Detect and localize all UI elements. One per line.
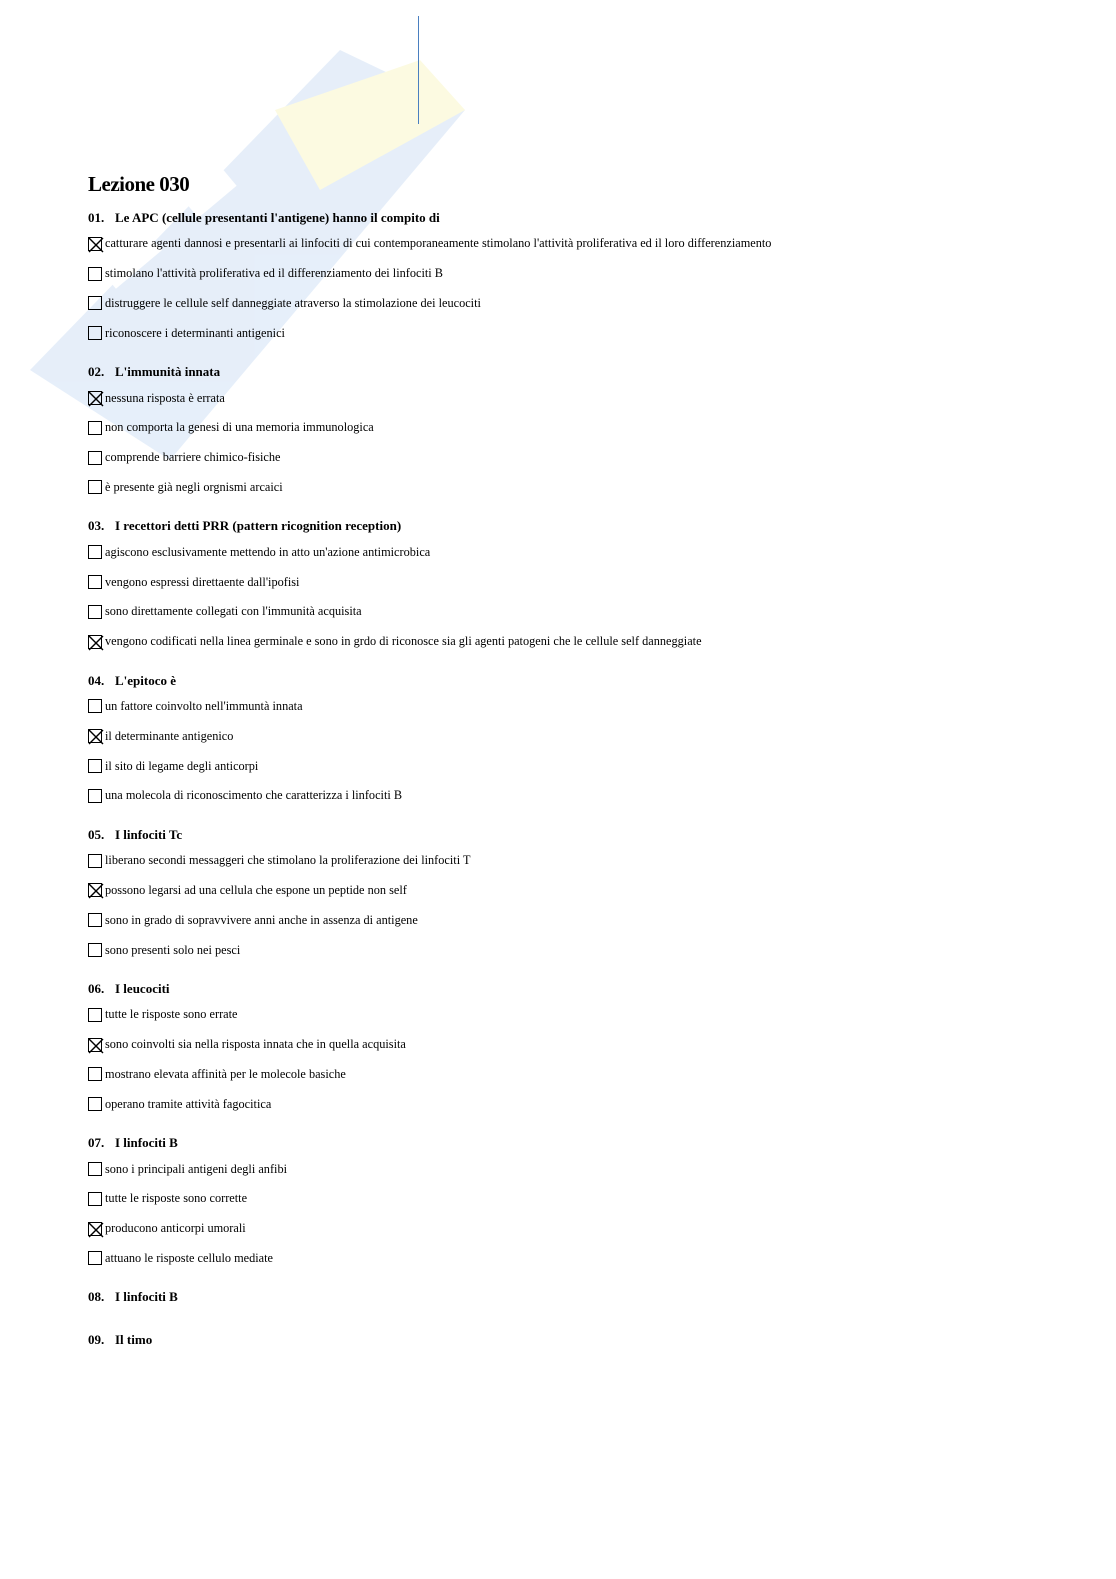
question-text: I linfociti B	[115, 1135, 178, 1151]
question-title	[88, 670, 1048, 692]
checkbox[interactable]	[88, 1162, 102, 1176]
option-text: il sito di legame degli anticorpi	[105, 758, 259, 773]
x-mark-icon	[88, 237, 104, 253]
question-text: L'immunità innata	[115, 364, 221, 380]
checkbox[interactable]	[88, 575, 102, 589]
option-text: liberano secondi messaggeri che stimolano la proliferazione dei linfociti T	[105, 853, 471, 868]
question-number: 03.	[88, 518, 105, 534]
option-text: non comporta la genesi di una memoria immunologica	[105, 420, 374, 435]
lesson-title: Lezione 030	[88, 172, 190, 196]
option-text: il determinante antigenico	[105, 728, 234, 743]
option-text: vengono codificati nella linea germinale e sono in grdo di riconosce sia gli agenti patogeni che le cellule self danneggiate	[105, 634, 702, 649]
checked-checkbox[interactable]	[88, 729, 102, 743]
option-text: producono anticorpi umorali	[105, 1221, 246, 1236]
question-number: 08.	[88, 1289, 105, 1305]
option-text: catturare agenti dannosi e presentarli ai linfociti di cui contemporaneamente stimolano l'attività proliferativa ed il loro differenziamento	[105, 236, 772, 251]
question-block	[88, 207, 1048, 348]
checkbox[interactable]	[88, 1192, 102, 1206]
answer-option[interactable]	[88, 567, 1048, 597]
answer-option[interactable]	[88, 876, 1048, 906]
option-text: agiscono esclusivamente mettendo in atto un'azione antimicrobica	[105, 544, 431, 559]
answer-option[interactable]	[88, 721, 1048, 751]
checkbox[interactable]	[88, 854, 102, 868]
checked-checkbox[interactable]	[88, 237, 102, 251]
checked-checkbox[interactable]	[88, 1222, 102, 1236]
checkbox[interactable]	[88, 326, 102, 340]
option-text: vengono espressi direttaente dall'ipofisi	[105, 574, 300, 589]
answer-option[interactable]	[88, 383, 1048, 413]
option-text: distruggere le cellule self danneggiate atraverso la stimolazione dei leucociti	[105, 295, 481, 310]
answer-option[interactable]	[88, 1214, 1048, 1244]
option-text: sono i principali antigeni degli anfibi	[105, 1161, 288, 1176]
option-text: tutte le risposte sono errate	[105, 1007, 238, 1022]
question-title	[88, 978, 1048, 1000]
x-mark-icon	[88, 1038, 104, 1054]
answer-option[interactable]	[88, 1089, 1048, 1119]
x-mark-icon	[88, 883, 104, 899]
question-block	[88, 1329, 1048, 1351]
checked-checkbox[interactable]	[88, 1038, 102, 1052]
x-mark-icon	[88, 391, 104, 407]
checkbox[interactable]	[88, 1008, 102, 1022]
question-title	[88, 1132, 1048, 1154]
question-number: 07.	[88, 1135, 105, 1151]
answer-option[interactable]	[88, 781, 1048, 811]
option-text: attuano le risposte cellulo mediate	[105, 1250, 274, 1265]
question-text: I linfociti Tc	[115, 826, 183, 842]
option-text: sono presenti solo nei pesci	[105, 942, 241, 957]
x-mark-icon	[88, 1222, 104, 1238]
checkbox[interactable]	[88, 759, 102, 773]
checked-checkbox[interactable]	[88, 391, 102, 405]
question-number: 02.	[88, 364, 105, 380]
question-text: Le APC (cellule presentanti l'antigene) hanno il compito di	[115, 210, 440, 225]
question-text: I recettori detti PRR (pattern ricognition reception)	[115, 518, 402, 534]
question-title	[88, 1329, 1048, 1351]
answer-option[interactable]	[88, 443, 1048, 473]
question-title	[88, 515, 1048, 537]
question-text: I leucociti	[115, 980, 170, 996]
answer-option[interactable]	[88, 627, 1048, 657]
option-text: possono legarsi ad una cellula che espone un peptide non self	[105, 882, 407, 897]
question-block	[88, 515, 1048, 656]
answer-option[interactable]	[88, 289, 1048, 319]
answer-option[interactable]	[88, 1184, 1048, 1214]
question-text: I linfociti B	[115, 1289, 178, 1305]
answer-option[interactable]	[88, 846, 1048, 876]
option-text: sono coinvolti sia nella risposta innata che in quella acquisita	[105, 1037, 406, 1052]
checkbox[interactable]	[88, 605, 102, 619]
option-text: un fattore coinvolto nell'immuntà innata	[105, 698, 303, 713]
option-text: tutte le risposte sono corrette	[105, 1191, 248, 1206]
question-block	[88, 670, 1048, 811]
option-text: sono direttamente collegati con l'immunità acquisita	[105, 604, 362, 619]
option-text: operano tramite attività fagocitica	[105, 1096, 272, 1111]
option-text: stimolano l'attività proliferativa ed il differenziamento dei linfociti B	[105, 266, 444, 281]
answer-option[interactable]	[88, 597, 1048, 627]
answer-option[interactable]	[88, 473, 1048, 503]
question-title	[88, 207, 1048, 229]
answer-option[interactable]	[88, 1030, 1048, 1060]
checkbox[interactable]	[88, 1067, 102, 1081]
option-text: comprende barriere chimico-fisiche	[105, 450, 281, 465]
answer-option[interactable]	[88, 318, 1048, 348]
question-title	[88, 1286, 1048, 1308]
checkbox[interactable]	[88, 421, 102, 435]
checkbox[interactable]	[88, 480, 102, 494]
question-number: 05.	[88, 826, 105, 842]
answer-option[interactable]	[88, 692, 1048, 722]
answer-option[interactable]	[88, 1154, 1048, 1184]
question-text: Il timo	[115, 1332, 153, 1348]
answer-option[interactable]	[88, 259, 1048, 289]
answer-option[interactable]	[88, 1060, 1048, 1090]
option-text: è presente già negli orgnismi arcaici	[105, 479, 283, 494]
question-number: 06.	[88, 980, 105, 996]
checkbox[interactable]	[88, 267, 102, 281]
option-text: nessuna risposta è errata	[105, 390, 225, 405]
answer-option[interactable]	[88, 229, 1048, 259]
answer-option[interactable]	[88, 905, 1048, 935]
checkbox[interactable]	[88, 699, 102, 713]
checkbox[interactable]	[88, 296, 102, 310]
option-text: sono in grado di sopravvivere anni anche in assenza di antigene	[105, 912, 418, 927]
question-number: 01.	[88, 210, 105, 225]
question-block	[88, 1286, 1048, 1308]
answer-option[interactable]	[88, 537, 1048, 567]
option-text: riconoscere i determinanti antigenici	[105, 325, 285, 340]
question-block	[88, 978, 1048, 1119]
question-block	[88, 1132, 1048, 1273]
vertical-rule	[418, 16, 419, 124]
question-block	[88, 824, 1048, 965]
checked-checkbox[interactable]	[88, 883, 102, 897]
x-mark-icon	[88, 635, 104, 651]
answer-option[interactable]	[88, 935, 1048, 965]
question-number: 04.	[88, 672, 105, 688]
quiz-content	[88, 207, 1048, 1372]
option-text: mostrano elevata affinità per le molecole basiche	[105, 1066, 346, 1081]
question-number: 09.	[88, 1332, 105, 1348]
question-title	[88, 824, 1048, 846]
answer-option[interactable]	[88, 1244, 1048, 1274]
checkbox[interactable]	[88, 545, 102, 559]
question-title	[88, 361, 1048, 383]
checkbox[interactable]	[88, 1097, 102, 1111]
x-mark-icon	[88, 729, 104, 745]
checkbox[interactable]	[88, 451, 102, 465]
answer-option[interactable]	[88, 413, 1048, 443]
answer-option[interactable]	[88, 751, 1048, 781]
option-text: una molecola di riconoscimento che caratterizza i linfociti B	[105, 788, 403, 803]
checkbox[interactable]	[88, 943, 102, 957]
question-text: L'epitoco è	[115, 672, 177, 688]
checkbox[interactable]	[88, 789, 102, 803]
checkbox[interactable]	[88, 1251, 102, 1265]
checked-checkbox[interactable]	[88, 635, 102, 649]
question-block	[88, 361, 1048, 502]
answer-option[interactable]	[88, 1000, 1048, 1030]
checkbox[interactable]	[88, 913, 102, 927]
